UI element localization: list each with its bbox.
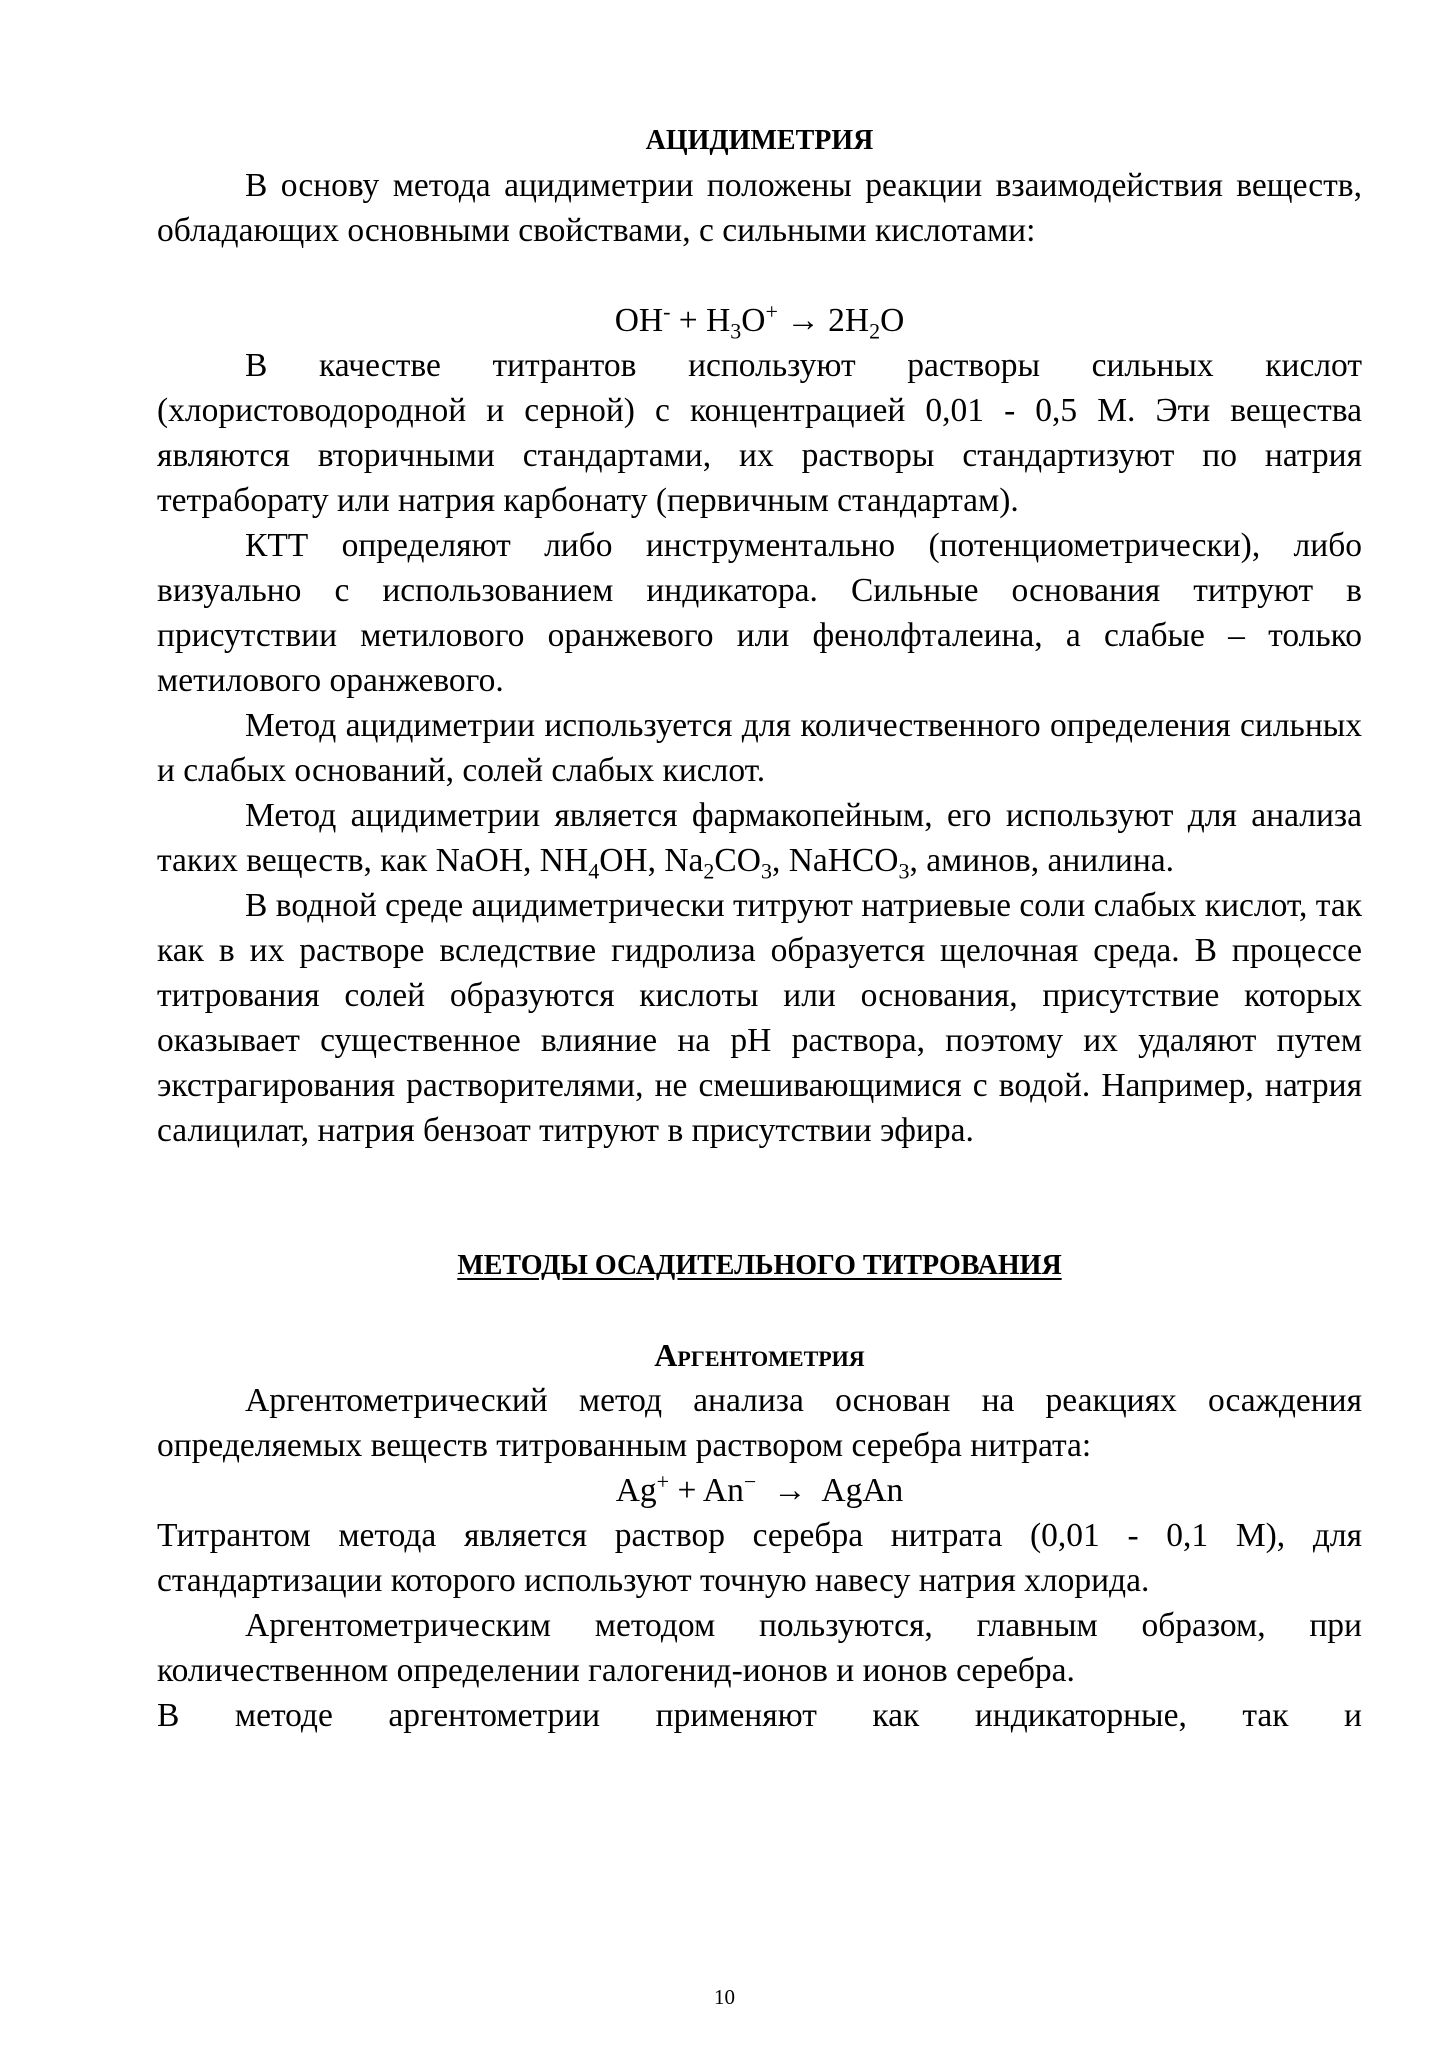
- page-number: 10: [714, 1985, 735, 2009]
- paragraph-argentometry-usage: Аргентометрическим методом пользуются, главным образом, при количественном определении галогенид-ионов и ионов серебра.: [157, 1607, 1362, 1689]
- paragraph-titrants: В качестве титрантов используют растворы сильных кислот (хлористоводородной и серной) с концентрацией 0,01 - 0,5 М. Эти вещества являются вторичными стандартами, их растворы стандартизуют по натрия тетраборату или натрия карбонату (первичным стандартам).: [157, 347, 1362, 519]
- reaction-formula-neutralization: $OH^- + H_3O^+ \to 2H_2O$: [614, 298, 905, 344]
- paragraph-aqueous-medium: В водной среде ацидиметрически титруют натриевые соли слабых кислот, так как в их растворе вследствие гидролиза образуется щелочная среда. В процессе титрования солей образуются кислоты или основания, присутствие которых оказывает существенное влияние на pH раствора, поэтому их удаляют путем экстрагирования растворителями, не смешивающимися с водой. Например, натрия салицилат, натрия бензоат титруют в присутствии эфира.: [157, 887, 1362, 1149]
- reaction-formula-precipitation: Ag+ + An− → AgAn: [615, 1468, 904, 1509]
- document-page: [157, 118, 1362, 1738]
- paragraph-titrant: Титрантом метода является раствор серебра нитрата (0,01 - 0,1 М), для стандартизации которого используют точную навесу натрия хлорида.: [157, 1517, 1362, 1599]
- paragraph-intro: В основу метода ацидиметрии положены реакции взаимодействия веществ, обладающих основными свойствами, с сильными кислотами:: [157, 167, 1362, 249]
- paragraph-indicators: В методе аргентометрии применяют как индикаторные, так и: [157, 1697, 1362, 1734]
- subsection-title-argentometry: Аргентометрия: [654, 1337, 865, 1373]
- paragraph-pharmacopoeia: Метод ацидиметрии является фармакопейным, его используют для анализа таких веществ, как NaOH, $NH_4OH$, $Na_2CO_3$, NaHCO$_3$, аминов, анилина.: [157, 797, 1362, 884]
- section-title-acidimetry: АЦИДИМЕТРИЯ: [645, 125, 874, 156]
- paragraph-argentometry-intro: Аргентометрический метод анализа основан на реакциях осаждения определяемых веществ титрованным раствором серебра нитрата:: [157, 1382, 1362, 1464]
- paragraph-method-usage: Метод ацидиметрии используется для количественного определения сильных и слабых оснований, солей слабых кислот.: [157, 707, 1362, 789]
- paragraph-ktt: КТТ определяют либо инструментально (потенциометрически), либо визуально с использованием индикатора. Сильные основания титруют в присутствии метилового оранжевого или фенолфталеина, а слабые – только метилового оранжевого.: [157, 527, 1362, 699]
- section-title-precipitation: МЕТОДЫ ОСАДИТЕЛЬНОГО ТИТРОВАНИЯ: [457, 1250, 1062, 1281]
